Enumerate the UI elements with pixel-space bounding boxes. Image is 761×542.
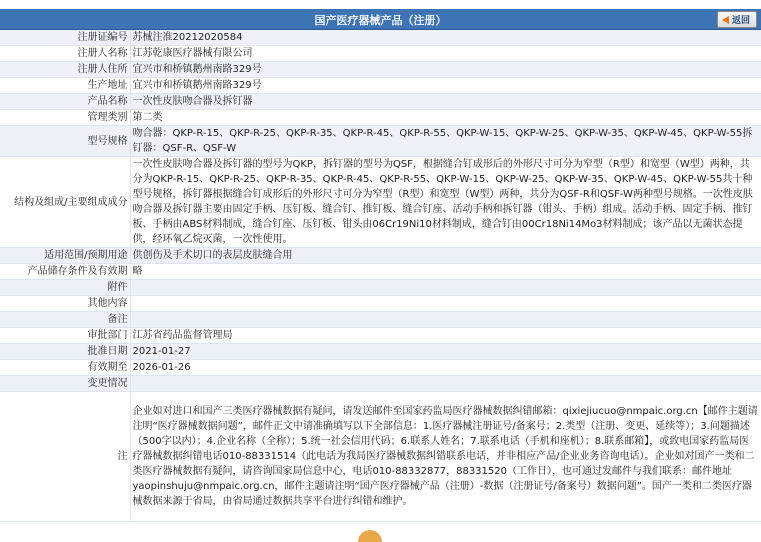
table-row — [0, 344, 761, 360]
table-row — [0, 248, 761, 264]
table-row — [0, 46, 761, 62]
field-label: 注册证编号 — [0, 30, 130, 46]
table-row — [0, 157, 761, 248]
field-value: 企业如对进口和国产三类医疗器械数据有疑问，请发送邮件至国家药监局医疗器械数据纠错邮箱：qixiejiucuo@nmpaic.org.cn【邮件主题请注明“医疗器械数据问题”，邮件正文中请准确填写以下全部信息：1.医疗器械注册证号/备案号；2.类型（注册、变更、延续等）；3.问题描述（500字以内）；4.企业名称（全称）；5.统一社会信用代码；6.联系人姓名；7.联系电话（手机和座机）；8.联系邮箱】，或致电国家药监局医疗器械数据纠错电话010-88331514（此电话为我局医疗器械数据纠错联系电话，并非相应产品/企业业务咨询电话）。企业如对国产一类和二类医疗器械数据有疑问，请咨询国家局信息中心，电话010-88332877，88331520（工作日），也可通过发邮件与我们联系：邮件地址yaopinshuju@nmpaic.org.cn，邮件主题请注明“国产医疗器械产品（注册）-数据（注册证号/备案号）数据问题”。国产一类和二类医疗器械数据来源于省局，由省局通过数据共享平台进行纠错和维护。 — [130, 392, 761, 522]
field-label: 注册人住所 — [0, 62, 130, 78]
field-label: 备注 — [0, 312, 130, 328]
field-value: 吻合器：QKP-R-15、QKP-R-25、QKP-R-35、QKP-R-45、QKP-R-55、QKP-W-15、QKP-W-25、QKP-W-35、QKP-W-45、QKP-W-55拆钉器：QSF-R、QSF-W — [130, 126, 761, 157]
field-value — [130, 376, 761, 392]
field-label: 适用范围/预期用途 — [0, 248, 130, 264]
field-label: 变更情况 — [0, 376, 130, 392]
table-row — [0, 296, 761, 312]
field-label: 附件 — [0, 280, 130, 296]
page-title: 国产医疗器械产品（注册） — [314, 14, 447, 27]
field-value: 第二类 — [130, 110, 761, 126]
field-value: 一次性皮肤吻合器及拆钉器的型号为QKP，拆钉器的型号为QSF，根据缝合钉成形后的外形尺寸可分为窄型（R型）和宽型（W型）两种，共分为QKP-R-15、QKP-R-25、QKP-R-35、QKP-R-45、QKP-R-55、QKP-W-15、QKP-W-25、QKP-W-35、QKP-W-45、QKP-W-55共十种型号规格，拆钉器根据缝合钉成形后的外形尺寸可分为窄型（R型）和宽型（W型）两种，共分为QSF-R和QSF-W两种型号规格。一次性皮肤吻合器及拆钉器主要由固定手柄、压钉板、缝合钉、推钉板、缝合钉座、活动手柄和拆钉器（钳头、手柄）组成。活动手柄、固定手柄、推钉板、手柄由ABS材料制成，缝合钉座、压钉板、钳头由06Cr19Ni10材料制成，缝合钉由00Cr18Ni14Mo3材料制成；该产品以无菌状态提供，经环氧乙烷灭菌，一次性使用。 — [130, 157, 761, 248]
table-row — [0, 328, 761, 344]
table-row — [0, 62, 761, 78]
table-row — [0, 78, 761, 94]
back-arrow-icon — [722, 16, 729, 24]
field-value — [130, 312, 761, 328]
field-value: 宜兴市和桥镇鹅州南路329号 — [130, 78, 761, 94]
field-label: 生产地址 — [0, 78, 130, 94]
field-value: 苏械注准20212020584 — [130, 30, 761, 46]
back-button-label: 返回 — [731, 16, 750, 26]
field-label: 型号规格 — [0, 126, 130, 157]
field-label: 产品名称 — [0, 94, 130, 110]
field-value: 略 — [130, 264, 761, 280]
field-label: 注册人名称 — [0, 46, 130, 62]
field-label: 有效期至 — [0, 360, 130, 376]
table-row — [0, 94, 761, 110]
field-value: 2021-01-27 — [130, 344, 761, 360]
table-row — [0, 376, 761, 392]
field-label: 审批部门 — [0, 328, 130, 344]
field-value: 江苏乾康医疗器械有限公司 — [130, 46, 761, 62]
table-row — [0, 280, 761, 296]
field-label: 注 — [0, 392, 130, 522]
field-label: 批准日期 — [0, 344, 130, 360]
field-value: 一次性皮肤吻合器及拆钉器 — [130, 94, 761, 110]
field-value: 供创伤及手术切口的表层皮肤缝合用 — [130, 248, 761, 264]
field-label: 结构及组成/主要组成成分 — [0, 157, 130, 248]
page-header — [0, 9, 761, 30]
table-row — [0, 30, 761, 46]
field-value — [130, 296, 761, 312]
field-value: 江苏省药品监督管理局 — [130, 328, 761, 344]
detail-table — [0, 30, 761, 522]
table-row — [0, 126, 761, 157]
field-value — [130, 280, 761, 296]
table-row — [0, 264, 761, 280]
field-label: 其他内容 — [0, 296, 130, 312]
table-row — [0, 360, 761, 376]
back-button[interactable] — [717, 11, 757, 28]
field-value: 2026-01-26 — [130, 360, 761, 376]
loading-indicator — [358, 530, 382, 542]
field-label: 管理类别 — [0, 110, 130, 126]
field-label: 产品储存条件及有效期 — [0, 264, 130, 280]
field-value: 宜兴市和桥镇鹅州南路329号 — [130, 62, 761, 78]
table-row — [0, 110, 761, 126]
table-row — [0, 392, 761, 522]
table-row — [0, 312, 761, 328]
